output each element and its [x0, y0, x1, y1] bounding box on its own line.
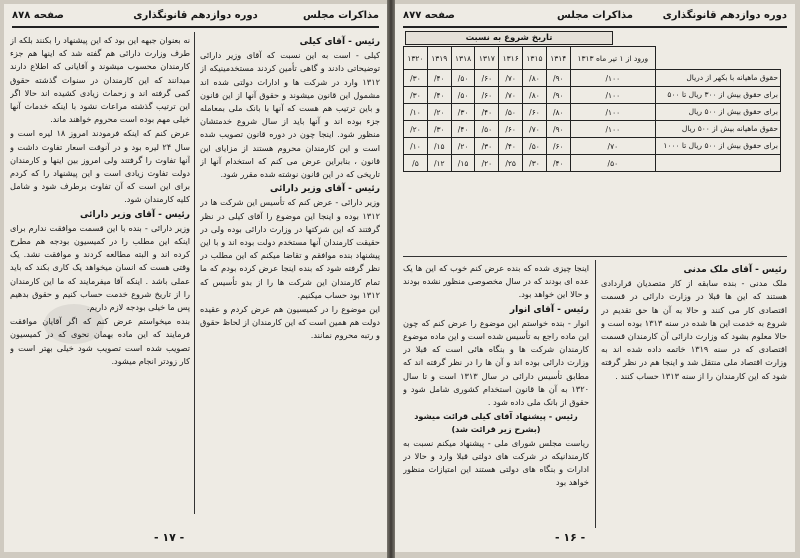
left-page [4, 4, 387, 552]
table-cell: ۷۰/ [499, 70, 523, 87]
left-page-column-divider [194, 32, 195, 514]
table-cell: ۵/ [404, 155, 428, 172]
speaker-heading: رئیس - آقای ملک مدنی [683, 265, 787, 275]
right-header-page-label: صفحه ۸۷۷ [403, 10, 455, 21]
table-cell: ۴۰/ [427, 70, 451, 87]
table-column-header: ۱۳۱۸ [451, 47, 475, 70]
table-cell: ۳۰/ [475, 138, 499, 155]
left-page-number: - ۱۷ - [154, 531, 185, 544]
table-row [404, 121, 781, 138]
paragraph: کیلی - است به این نسبت که آقای وزیر دارائی توضیحاتی دادند و گاهی تأمین کردند مستخدمینیکه از ۱۳۱۲ وارد در شرکت ها و ادارات دولتی شده اند مشمول این قانون میشوند و حقوق آنها از این قانون و باین ترتیب هم هست که آنها با بانک ملی بمعامله جزء بوده اند و آنها باید از سال شروع خدمتشان منظور شود. اینجا چون در دوره قانون تصویب شده است و این کارمندان محروم هستند از مزایای این قانون ، بنابراین عرض می کنم که استخدام آنها از تاریخی که در این قانون نوشته شده مقرر شود. [200, 50, 380, 180]
table-title: تاریخ شروع به نسبت [405, 31, 613, 45]
speaker-heading: رئیس - آقای انوار [509, 304, 589, 315]
table-column-header: ۱۳۱۵ [523, 47, 547, 70]
table-cell: ۲۰/ [404, 121, 428, 138]
table-row [404, 155, 781, 172]
table-cell: ۱۲/ [427, 155, 451, 172]
paragraph: این موضوع را در کمیسیون هم عرض کردم و عقیده دولت هم همین است که این کارمندان از لحاظ حقوق و رتبه محروم نمانند. [200, 304, 380, 341]
table-column-header: ۱۳۱۹ [427, 47, 451, 70]
table-cell: ۱۰۰/ [570, 70, 655, 87]
right-page-column-divider [595, 260, 596, 528]
right-page [395, 4, 795, 552]
table-cell: ۵۰/ [475, 121, 499, 138]
right-page-left-column [403, 262, 589, 528]
table-corner [656, 47, 781, 70]
table-cell: ۵۰/ [451, 70, 475, 87]
table-row-label: برای حقوق بیش از ۵۰۰ ریال تا ۱۰۰۰ [656, 138, 781, 155]
centered-note: رئیس - پیشنهاد آقای کیلی قرائت میشود [414, 411, 578, 422]
table-cell: ۴۰/ [546, 155, 570, 172]
table-row [404, 104, 781, 121]
table-cell: ۳۰/ [451, 104, 475, 121]
book-gutter [387, 0, 395, 558]
table-cell: ۴۰/ [499, 138, 523, 155]
table-cell: ۳۰/ [404, 70, 428, 87]
table-cell: ۸۰/ [523, 70, 547, 87]
right-header-subtitle: مذاکرات مجلس [556, 10, 634, 21]
left-page-right-column [200, 34, 380, 514]
centered-note: (بشرح زیر قرائت شد) [451, 424, 541, 435]
table-cell: ۷۰/ [523, 121, 547, 138]
table-column-header: ۱۳۲۰ [404, 47, 428, 70]
table-header-row [404, 47, 781, 70]
speaker-heading: رئیس - آقای وزیر دارائی [79, 209, 190, 220]
left-page-left-column [10, 34, 190, 514]
table-cell: ۱۰/ [404, 138, 428, 155]
table-cell: ۷۰/ [570, 138, 655, 155]
table-cell: ۲۰/ [427, 104, 451, 121]
speaker-heading: رئیس - آقای کیلی [299, 37, 380, 47]
table-cell: ۱۰/ [404, 104, 428, 121]
table-cell: ۷۰/ [499, 87, 523, 104]
salary-table [403, 46, 781, 172]
table-column-header: ۱۳۱۴ [546, 47, 570, 70]
table-cell: ۹۰/ [546, 121, 570, 138]
right-page-header [403, 10, 787, 26]
right-page-right-column [601, 262, 787, 528]
table-cell: ۴۰/ [451, 121, 475, 138]
table-row [404, 70, 781, 87]
table-cell: ۶۰/ [523, 104, 547, 121]
table-cell: ۹۰/ [546, 70, 570, 87]
left-header-title: دوره دوازدهم قانونگذاری [133, 10, 258, 21]
left-page-header [12, 10, 379, 26]
table-cell: ۳۰/ [427, 121, 451, 138]
paragraph: بنده میخواستم عرض کنم که اگر آقایان موافقت فرمایند که این ماده بهمان نحوی که در کمیسیون تصویب شده است تصویب شود خیلی بهتر است و کار زودتر انجام میشود. [10, 316, 190, 366]
paragraph: نه بعنوان جبهه این بود که این پیشنهاد را بکنند بلکه از طرف وزارت دارائی هم گفته شد که اینها هم جزء کارمندان محسوب میشوند و آقایانی که اطلاع دارند میدانند که این کارمندان در سنوات گذشته حقوق کمی گرفته اند و زحمات زیادی کشیده اند حالا اگر این ترتیب گذشته مراعات نشود با اینکه خدمات آنها خیلی مهم بوده است محروم خواهند ماند. [10, 35, 190, 125]
table-cell: ۲۵/ [499, 155, 523, 172]
paragraph: ملک مدنی - بنده سابقه از کار متصدیان قراردادی هستند که این ها قبلا در وزارت دارائی در قسمت اقتصادی کار می کنند و حالا به آن ها حق تقدیم در شروع به خدمت این ها شده در سنه ۱۳۱۳ بوده است و حالا معلوم بشود که وزارت دارائی آن کارمندان قسمت اقتصادی که در سنه ۱۳۱۹ خاتمه داده شده اند به وزارت اقتصاد ملی منتقل شد و اینجا هم در نظر گرفته شود که این کارمندان را از سنه ۱۳۱۳ حساب کنند . [601, 278, 787, 381]
left-header-subtitle: مذاکرات مجلس [302, 10, 379, 21]
table-cell: ۵۰/ [570, 155, 655, 172]
table-cell: ۳۰/ [404, 87, 428, 104]
paragraph: عرض کنم که اینکه فرمودند امروز ۱۸ لیره است و سال ۲۴ لیره بود و در آنوقت اسعار تفاوت داشت و آنها تفاوت را گرفتند ولی امروز بین اینها و کارمندان دولت تفاوت زیادی است و این پیشنهاد را که کردم برای این است که آن تفاوت برطرف شود و شامل کلیه کارمندان شود. [10, 128, 190, 205]
paper-stain [44, 304, 104, 344]
paragraph: وزیر دارائی - بنده با این قسمت موافقت ندارم برای اینکه این مطلب را در کمیسیون بودجه هم مطرح کرده اند و البته مطالعه کردند و موافقت نشد. یک وقتی هست که انسان میخواهد یک کاری بکند که باید عملی باشد . اینکه آقا میفرمایند که ما این کارمندان را از تاریخ شروع خدمت حساب کنیم و حقوق بدهیم پس ما خیلی بودجه لازم داریم. [10, 222, 190, 313]
table-cell: ۵۰/ [451, 87, 475, 104]
paragraph: اینجا چیزی شده که بنده عرض کنم خوب که این ها یک عده ای بودند که در سال مخصوصی منظور نشده بودند و حالا این خواهد بود. [403, 263, 589, 300]
table-row-label: حقوق ماهیانه بیش از ۵۰۰ ریال [656, 121, 781, 138]
left-header-page-label: صفحه ۸۷۸ [12, 10, 64, 21]
table-column-header: ورود از ۱ تیر ماه ۱۳۱۳ [570, 47, 655, 70]
table-row [404, 87, 781, 104]
table-row-label [656, 155, 781, 172]
right-header-rule [403, 26, 787, 28]
table-cell: ۱۰۰/ [570, 121, 655, 138]
right-header-title: دوره دوازدهم قانونگذاری [662, 10, 787, 21]
table-cell: ۱۵/ [427, 138, 451, 155]
table-cell: ۱۵/ [451, 155, 475, 172]
table-cell: ۴۰/ [475, 104, 499, 121]
table-cell: ۱۰۰/ [570, 104, 655, 121]
table-row [404, 138, 781, 155]
left-header-rule [12, 26, 379, 28]
table-cell: ۶۰/ [499, 121, 523, 138]
paragraph: ریاست مجلس شورای ملی - پیشنهاد میکنم نسبت به کارمندانیکه در شرکت های دولتی قبلا وارد و حالا در ادارات و بنگاه های دولتی هستند این امتیازات منظور خواهد بود [403, 437, 589, 488]
table-cell: ۳۰/ [523, 155, 547, 172]
table-row-label: حقوق ماهیانه با بکهر از دریال [656, 70, 781, 87]
table-cell: ۲۰/ [475, 155, 499, 172]
paragraph: وزیر دارائی - عرض کنم که تأسیس این شرکت ها در ۱۳۱۲ بوده و اینجا این موضوع را آقای کیلی در نظر گرفتند که این شرکتها در وزارت دارائی بوده ولی در حقیقت کارمندان آنها مستخدم دولت بوده اند و با این پیشنهاد بنده موافقم و تقاضا میکنم که این مطلب در نظر گرفته شود که بنده اینجا عرض کرده بودم که ما تمام کارمندان این شرکت ها را از بدو تأسیس که ۱۳۱۲ بود حساب میکنیم. [200, 197, 380, 300]
table-column-header: ۱۳۱۷ [475, 47, 499, 70]
table-cell: ۲۰/ [451, 138, 475, 155]
table-cell: ۶۰/ [546, 138, 570, 155]
speaker-heading: رئیس - آقای وزیر دارائی [269, 184, 380, 195]
table-cell: ۹۰/ [546, 87, 570, 104]
paragraph: انوار - بنده خواستم این موضوع را عرض کنم که چون این ماده راجع به تأسیس شده است و این ماده موضوع کارمندان شرکت ها و بنگاه هائی است که قبلا در وزارت دارائی بوده اند و آن ها را در نظر گرفته اند که مطابق تأسیس دارائی در سال ۱۳۱۳ است و تا سال ۱۳۲۰ به آن ها قانون استخدام کشوری شامل شود و حقوق از بانک ملی داده شود . [403, 317, 589, 408]
table-cell: ۶۰/ [475, 70, 499, 87]
table-cell: ۸۰/ [546, 104, 570, 121]
table-cell: ۴۰/ [427, 87, 451, 104]
table-cell: ۸۰/ [523, 87, 547, 104]
table-cell: ۵۰/ [523, 138, 547, 155]
table-bottom-rule [403, 256, 787, 257]
table-cell: ۵۰/ [499, 104, 523, 121]
table-column-header: ۱۳۱۶ [499, 47, 523, 70]
table-cell: ۶۰/ [475, 87, 499, 104]
table-row-label: برای حقوق بیش از ۳۰۰ ریال تا ۵۰۰ [656, 87, 781, 104]
right-page-number: - ۱۶ - [555, 531, 586, 544]
table-cell: ۱۰۰/ [570, 87, 655, 104]
table-row-label: برای حقوق بیش از ۵۰۰ ریال [656, 104, 781, 121]
